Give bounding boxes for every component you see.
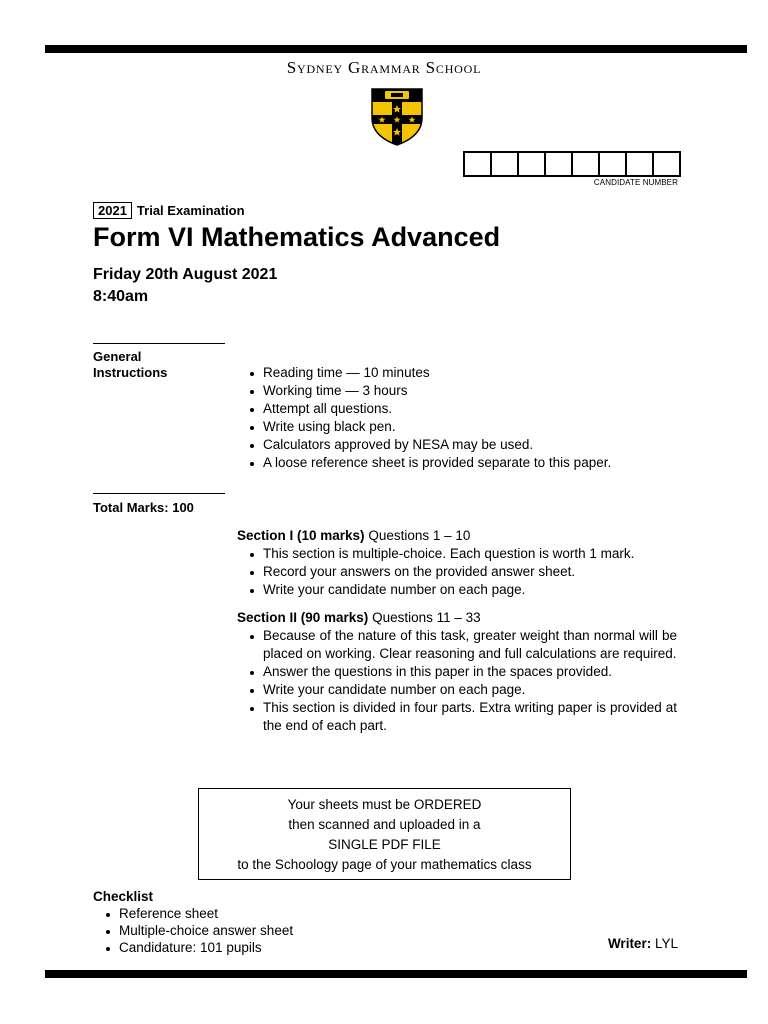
list-item: Attempt all questions. [237, 400, 677, 418]
exam-date: Friday 20th August 2021 [93, 266, 278, 283]
divider-general [93, 343, 225, 344]
upload-notice-box [198, 788, 571, 880]
general-instructions-label: General Instructions [93, 349, 168, 380]
list-item: Working time — 3 hours [237, 382, 677, 400]
candidate-digit-box[interactable] [465, 153, 492, 175]
list-item: Write using black pen. [237, 418, 677, 436]
candidate-number-input[interactable] [463, 151, 681, 177]
top-rule [45, 45, 747, 53]
trial-heading [93, 202, 245, 219]
list-item: Reading time — 10 minutes [237, 364, 677, 382]
candidate-number-label: CANDIDATE NUMBER [593, 178, 678, 187]
candidate-digit-box[interactable] [492, 153, 519, 175]
section2-heading: Section II (90 marks) Questions 11 – 33 [237, 610, 481, 625]
candidate-digit-box[interactable] [573, 153, 600, 175]
general-instructions-list [237, 364, 677, 472]
notice-line: to the Schoology page of your mathematics class [237, 857, 532, 872]
candidate-digit-box[interactable] [654, 153, 679, 175]
section1-heading: Section I (10 marks) Questions 1 – 10 [237, 528, 471, 543]
notice-line: Your sheets must be ORDERED [287, 797, 482, 812]
writer-label: Writer: [607, 936, 652, 951]
checklist-title: Checklist [93, 889, 154, 904]
writer-name: LYL [654, 936, 678, 951]
candidate-digit-box[interactable] [519, 153, 546, 175]
writer [560, 936, 678, 951]
checklist-list [93, 905, 353, 956]
divider-total-marks [93, 493, 225, 494]
notice-line: SINGLE PDF FILE [328, 837, 441, 852]
exam-type: Trial Examination [136, 203, 245, 218]
exam-datetime [93, 264, 277, 308]
total-marks: Total Marks: 100 [93, 500, 194, 515]
section1-list [237, 545, 677, 599]
list-item: This section is multiple-choice. Each question is worth 1 mark. [237, 545, 677, 563]
candidate-digit-box[interactable] [600, 153, 627, 175]
section2-list [237, 627, 677, 735]
candidate-digit-box[interactable] [627, 153, 654, 175]
bottom-rule [45, 970, 747, 978]
list-item: Reference sheet [93, 905, 353, 922]
school-name: Sydney Grammar School [286, 58, 482, 77]
list-item: This section is divided in four parts. Extra writing paper is provided at the end of each part. [237, 699, 677, 735]
list-item: Answer the questions in this paper in the spaces provided. [237, 663, 677, 681]
list-item: Multiple-choice answer sheet [93, 922, 353, 939]
candidate-digit-box[interactable] [546, 153, 573, 175]
list-item: Write your candidate number on each page. [237, 681, 677, 699]
list-item: A loose reference sheet is provided separate to this paper. [237, 454, 677, 472]
exam-time: 8:40am [93, 288, 149, 305]
list-item: Calculators approved by NESA may be used. [237, 436, 677, 454]
list-item: Record your answers on the provided answer sheet. [237, 563, 677, 581]
exam-title: Form VI Mathematics Advanced [93, 222, 501, 252]
list-item: Candidature: 101 pupils [93, 939, 353, 956]
list-item: Because of the nature of this task, greater weight than normal will be placed on working. Clear reasoning and full calculations are required. [237, 627, 677, 663]
notice-line: then scanned and uploaded in a [288, 817, 481, 832]
school-crest-icon [371, 88, 423, 146]
list-item: Write your candidate number on each page. [237, 581, 677, 599]
exam-year: 2021 [93, 202, 132, 219]
